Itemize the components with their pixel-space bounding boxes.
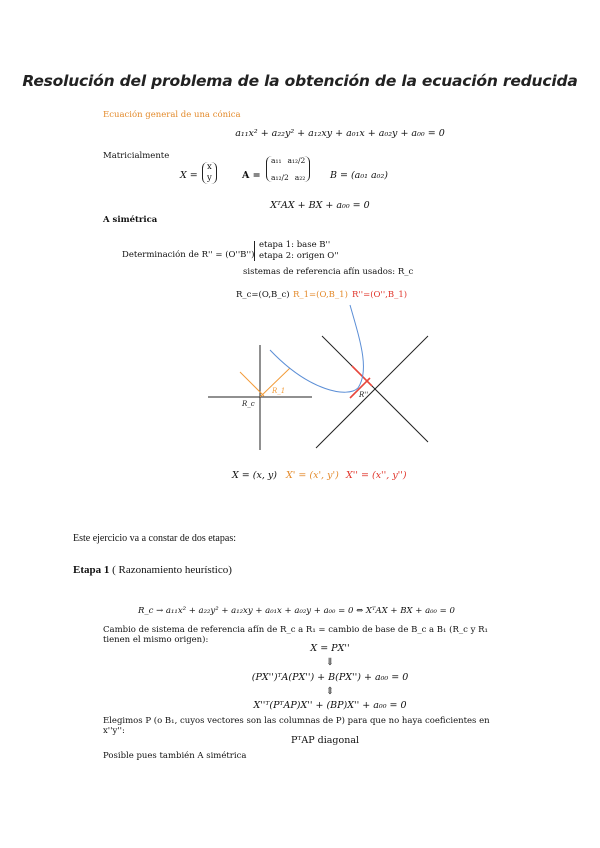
a-matrix [266,156,310,182]
general-equation: a₁₁x² + a₂₂y² + a₁₂xy + a₀₁x + a₀₂y + a₀₀ = 0 [235,128,445,139]
a11: a₁₁ [271,156,282,165]
change-text-1: Cambio de sistema de referencia afín de R_c a R₁ = cambio de base de B_c a B₁ (R_c y R₁ [103,625,488,635]
arrow-down: ⇓ [325,657,335,668]
label-r1: R_1 [272,387,286,395]
matrix-equation: XᵀAX + BX + a₀₀ = 0 [270,200,370,211]
page-title: Resolución del problema de la obtención de la ecuación reducida [22,72,578,90]
conic-diagram [200,300,430,460]
etapa1-heading: Etapa 1 [73,564,110,576]
stage-1: etapa 1: base B'' [259,240,331,250]
legend-r2: R''=(O'',B_1) [352,290,408,300]
stage-brace [254,241,255,261]
diagonal-condition: PᵀAP diagonal [290,735,360,746]
arrow-equiv: ⇕ [325,686,335,697]
matrix-definitions [180,156,440,192]
substitution: X = PX'' [310,643,350,654]
equation-3: X''ᵀ(PᵀAP)X'' + (BP)X'' + a₀₀ = 0 [253,700,407,711]
a22: a₂₂ [294,173,306,182]
stage-2: etapa 2: origen O'' [259,251,339,261]
a12-half: a₁₂/2 [287,156,306,165]
a-def: A = [242,170,261,181]
symmetric-note: A simétrica [103,215,158,225]
coord-x1: X' = (x', y') [286,470,339,481]
rc-equation: R_c → a₁₁x² + a₂₂y² + a₁₂xy + a₀₁x + a₀₂y + a₀₀ = 0 ⇔ XᵀAX + BX + a₀₀ = 0 [138,606,455,616]
possible-note: Posible pues también A simétrica [103,751,247,761]
x-entry: x [207,162,212,172]
matricial-label: Matricialmente [103,151,170,161]
label-r2: R'' [359,391,369,399]
hyperbola-branch [270,305,363,392]
x-def: X = [180,170,198,181]
y-entry: y [207,173,212,183]
b-def: B = (a₀₁ a₀₂) [330,170,388,181]
coord-x: X = (x, y) [232,470,277,481]
general-equation-label: Ecuación general de una cónica [103,110,241,120]
a21-half: a₁₂/2 [271,173,289,182]
systems-label: sistemas de referencia afín usados: R_c [243,267,414,277]
etapa1-heading-row [73,564,232,576]
choose-text-1: Elegimos P (o B₁, cuyos vectores son las columnas de P) para que no haya coeficientes en [103,716,490,726]
equation-2: (PX'')ᵀA(PX'') + B(PX'') + a₀₀ = 0 [251,672,409,683]
etapa1-sub: ( Razonamiento heurístico) [112,564,232,576]
label-rc: R_c [242,400,255,408]
legend-rc: R_c=(O,B_c) [236,290,290,300]
intro-text: Este ejercicio va a constar de dos etapas: [73,533,236,544]
r2-red-a [352,366,372,386]
x-vector [202,162,217,184]
choose-text-2: x''y'': [103,726,125,736]
r2-axis-b [316,336,428,448]
change-text-2: tienen el mismo origen): [103,635,209,645]
legend-r1: R_1=(O,B_1) [293,290,348,300]
determination-label: Determinación de R'' = (O''B'') [122,250,255,260]
coord-x2: X'' = (x'', y'') [346,470,407,481]
